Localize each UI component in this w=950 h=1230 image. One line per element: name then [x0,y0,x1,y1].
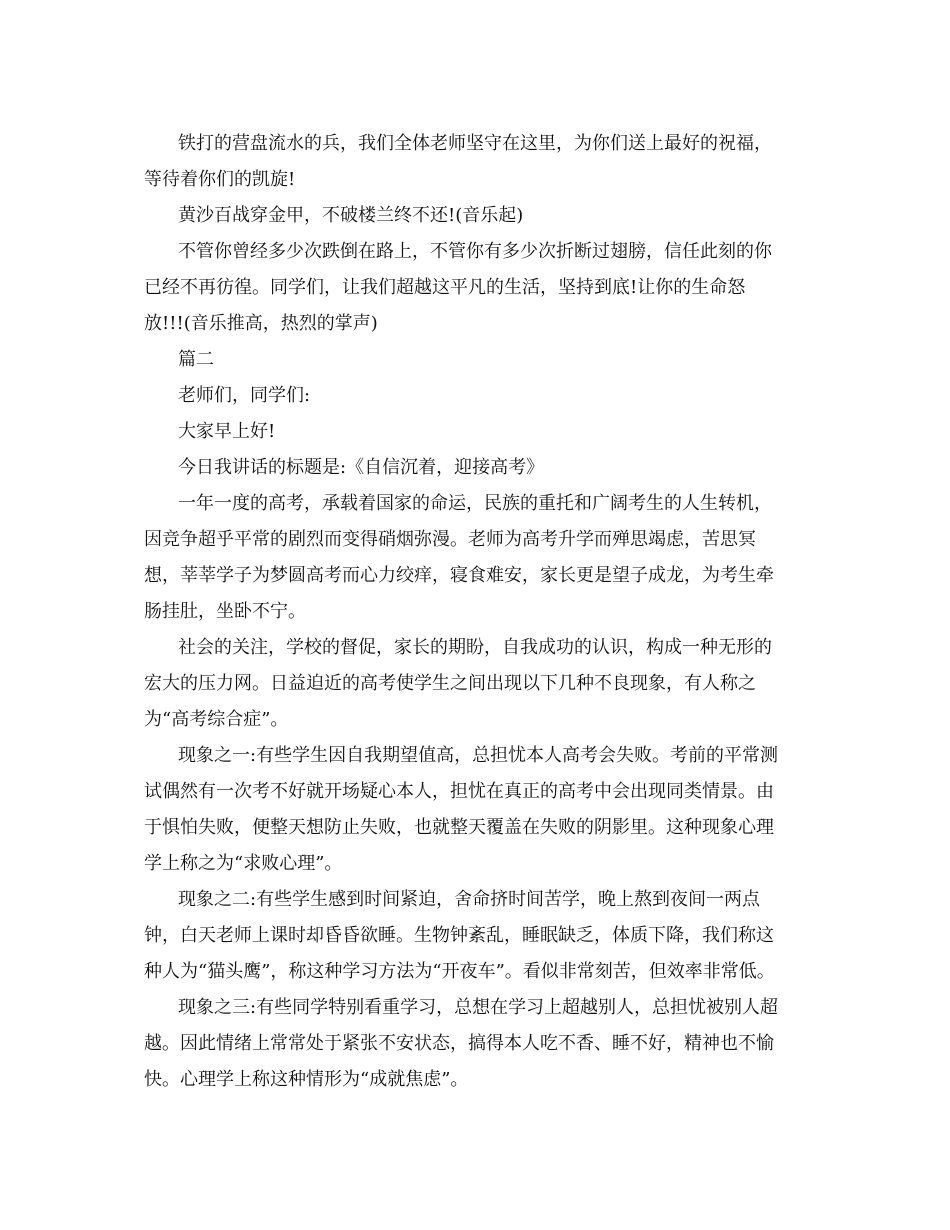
text-line: 铁打的营盘流水的兵，我们全体老师坚守在这里，为你们送上最好的祝福， [178,133,772,154]
text-line: 肠挂肚，坐卧不宁。 [144,601,306,622]
document-body [144,126,808,1098]
text-line: 社会的关注，学校的督促，家长的期盼，自我成功的认识，构成一种无形的 [178,637,772,658]
text-line: 现象之二:有些学生感到时间紧迫，舍命挤时间苦学，晚上熬到夜间一两点 [178,889,761,910]
text-line: 试偶然有一次考不好就开场疑心本人，担忧在真正的高考中会出现同类情景。由 [144,781,774,802]
text-line: 篇二 [178,349,214,370]
text-line: 放!!!(音乐推高，热烈的掌声) [144,313,378,334]
text-line: 今日我讲话的标题是:《自信沉着，迎接高考》 [178,457,545,478]
text-line: 因竞争超乎平常的剧烈而变得硝烟弥漫。老师为高考升学而殚思竭虑，苦思冥 [144,529,756,550]
text-line: 一年一度的高考，承载着国家的命运，民族的重托和广阔考生的人生转机， [178,493,772,514]
text-line: 想，莘莘学子为梦圆高考而心力绞痒，寝食难安，家长更是望子成龙，为考生牵 [144,565,774,586]
text-line: 于惧怕失败，便整天想防止失败，也就整天覆盖在失败的阴影里。这种现象心理 [144,817,774,838]
text-line: 老师们，同学们: [178,385,311,406]
text-line: 宏大的压力网。日益迫近的高考使学生之间出现以下几种不良现象，有人称之 [144,673,756,694]
text-line: 学上称之为“求败心理”。 [144,853,343,874]
text-line: 现象之三:有些同学特别看重学习，总想在学习上超越别人，总担忧被别人超 [178,997,779,1018]
text-line: 等待着你们的凯旋! [144,169,296,190]
text-line: 黄沙百战穿金甲，不破楼兰终不还!(音乐起) [178,205,524,226]
text-line: 为“高考综合症”。 [144,709,289,730]
text-line: 已经不再彷徨。同学们，让我们超越这平凡的生活，坚持到底!让你的生命怒 [144,277,746,298]
text-line: 大家早上好! [178,421,276,442]
text-line: 快。心理学上称这种情形为“成就焦虑”。 [144,1069,469,1090]
text-line: 现象之一:有些学生因自我期望值高，总担忧本人高考会失败。考前的平常测 [178,745,779,766]
text-line: 不管你曾经多少次跌倒在路上，不管你有多少次折断过翅膀，信任此刻的你 [178,241,772,262]
text-line: 种人为“猫头鹰”，称这种学习方法为“开夜车”。看似非常刻苦，但效率非常低。 [144,961,775,982]
text-line: 越。因此情绪上常常处于紧张不安状态，搞得本人吃不香、睡不好，精神也不愉 [144,1033,774,1054]
text-line: 钟，白天老师上课时却昏昏欲睡。生物钟紊乱，睡眠缺乏，体质下降，我们称这 [144,925,774,946]
